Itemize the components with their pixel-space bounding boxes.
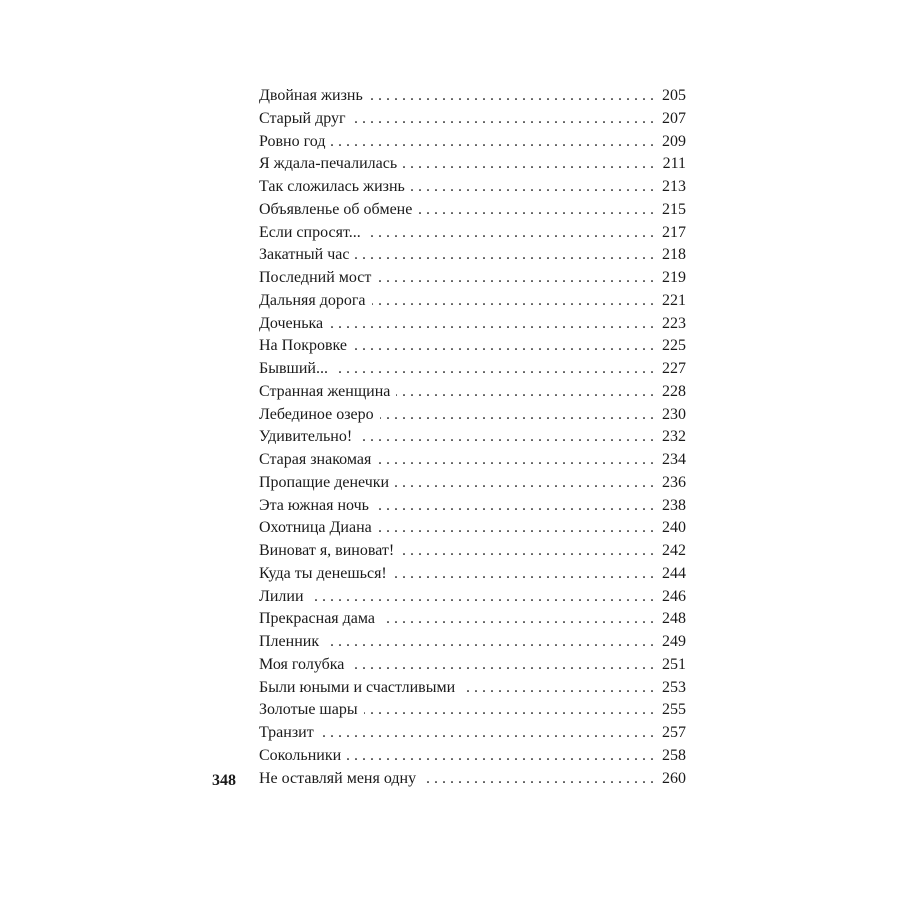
dot-leader [372,290,654,313]
toc-entry-title: Странная женщина [259,382,391,400]
toc-entry-title: Закатный час [259,246,350,264]
toc-entry-title: Если спросят... [259,223,361,241]
toc-entry [259,745,686,768]
toc-entry-page: 255 [662,701,686,719]
toc-entry-title: Объявленье об обмене [259,200,413,218]
toc-entry [259,426,686,449]
dot-leader [381,608,654,631]
toc-entry-title: Удивительно! [259,428,353,446]
toc-entry-page: 213 [662,178,686,195]
toc-entry-title: Так сложилась жизнь [259,178,405,195]
toc-entry [259,699,686,722]
toc-entry-page: 217 [662,223,686,241]
dot-leader [395,472,654,495]
toc-entry [259,313,686,336]
toc-entry-page: 230 [662,405,686,423]
toc-entry [259,540,686,563]
toc-entry-page: 251 [662,655,686,673]
dot-leader [364,699,654,722]
toc-entry-page: 211 [662,155,686,173]
dot-leader [422,768,654,791]
dot-leader [347,745,654,768]
toc-entry-title: Моя голубка [259,655,345,673]
toc-entry-title: Куда ты денешься! [259,564,387,582]
dot-leader [331,131,654,154]
dot-leader [329,313,654,336]
dot-leader [355,244,654,267]
toc-entry-title: Были юными и счастливыми [259,678,456,696]
toc-entry-title: Лебединое озеро [259,405,374,423]
dot-leader [334,358,654,381]
toc-entry [259,176,686,199]
dot-leader [461,677,654,700]
toc-entry-title: Прекрасная дама [259,610,376,628]
toc-entry [259,495,686,518]
toc-entry-title: Транзит [259,724,314,741]
toc-entry-title: Виноват я, виноват! [259,542,395,559]
toc-entry [259,358,686,381]
toc-entry-page: 246 [662,587,686,605]
dot-leader [350,654,654,677]
toc-entry [259,654,686,677]
toc-entry-title: Эта южная ночь [259,496,369,514]
toc-entry [259,472,686,495]
toc-entry-page: 260 [662,769,686,787]
dot-leader [396,381,654,404]
toc-entry-page: 228 [662,382,686,400]
dot-leader [418,199,654,222]
toc-entry [259,563,686,586]
dot-leader [380,404,654,427]
toc-entry-title: Дальняя дорога [259,291,366,309]
toc-entry-page: 242 [662,542,686,559]
toc-entry [259,631,686,654]
toc-entry-page: 207 [662,109,686,127]
toc-entry-page: 218 [662,246,686,264]
toc-entry-title: Я ждала-печалилась [259,155,398,173]
toc-entry-page: 258 [662,746,686,764]
dot-leader [325,631,654,654]
toc-entry [259,517,686,540]
toc-entry [259,199,686,222]
dot-leader [393,563,654,586]
toc-entry [259,722,686,745]
dot-leader [411,176,654,199]
toc-entry [259,131,686,154]
toc-entry-page: 227 [662,360,686,377]
dot-leader [367,222,654,245]
toc-entry-page: 238 [662,496,686,514]
toc-entry-page: 219 [662,269,686,286]
toc-entry-page: 234 [662,451,686,468]
toc-entry [259,267,686,290]
toc-entry-page: 248 [662,610,686,628]
toc-entry-title: Золотые шары [259,701,358,719]
dot-leader [353,335,654,358]
toc-entry-page: 253 [662,678,686,696]
table-of-contents [259,85,686,790]
toc-entry-page: 236 [662,473,686,491]
toc-entry [259,153,686,176]
toc-entry-page: 221 [662,291,686,309]
toc-entry-page: 205 [662,87,686,104]
toc-entry-title: Доченька [259,314,324,332]
dot-leader [320,722,654,745]
toc-entry-title: Пропащие денечки [259,473,390,491]
dot-leader [369,85,654,108]
toc-entry [259,768,686,791]
dot-leader [378,517,654,540]
dot-leader [358,426,654,449]
dot-leader [377,449,654,472]
toc-entry-title: Бывший... [259,360,328,377]
toc-entry [259,85,686,108]
dot-leader [403,153,654,176]
toc-entry-page: 244 [662,564,686,582]
toc-entry-title: Ровно год [259,132,326,150]
toc-entry-page: 225 [662,337,686,355]
toc-entry-title: На Покровке [259,337,348,355]
toc-entry [259,222,686,245]
toc-entry-title: Старая знакомая [259,451,372,468]
toc-entry-title: Сокольники [259,746,342,764]
toc-entry [259,381,686,404]
toc-entry [259,677,686,700]
toc-entry [259,608,686,631]
toc-entry-page: 223 [662,314,686,332]
toc-entry-page: 232 [662,428,686,446]
dot-leader [375,495,654,518]
toc-entry-title: Пленник [259,633,320,650]
dot-leader [377,267,654,290]
dot-leader [400,540,654,563]
toc-entry-page: 257 [662,724,686,741]
page-number: 348 [212,772,236,789]
dot-leader [310,586,654,609]
toc-entry [259,335,686,358]
toc-entry [259,586,686,609]
toc-entry-title: Охотница Диана [259,519,372,537]
toc-entry-title: Старый друг [259,109,346,127]
toc-entry [259,290,686,313]
toc-entry-page: 209 [662,132,686,150]
toc-entry-title: Не оставляй меня одну [259,769,417,787]
toc-entry [259,404,686,427]
toc-entry-page: 240 [662,519,686,537]
toc-entry [259,244,686,267]
toc-entry [259,449,686,472]
toc-entry-title: Двойная жизнь [259,87,363,104]
toc-entry [259,108,686,131]
toc-entry-page: 249 [662,633,686,650]
dot-leader [352,108,654,131]
toc-entry-title: Последний мост [259,269,372,286]
toc-entry-title: Лилии [259,587,304,605]
toc-entry-page: 215 [662,200,686,218]
